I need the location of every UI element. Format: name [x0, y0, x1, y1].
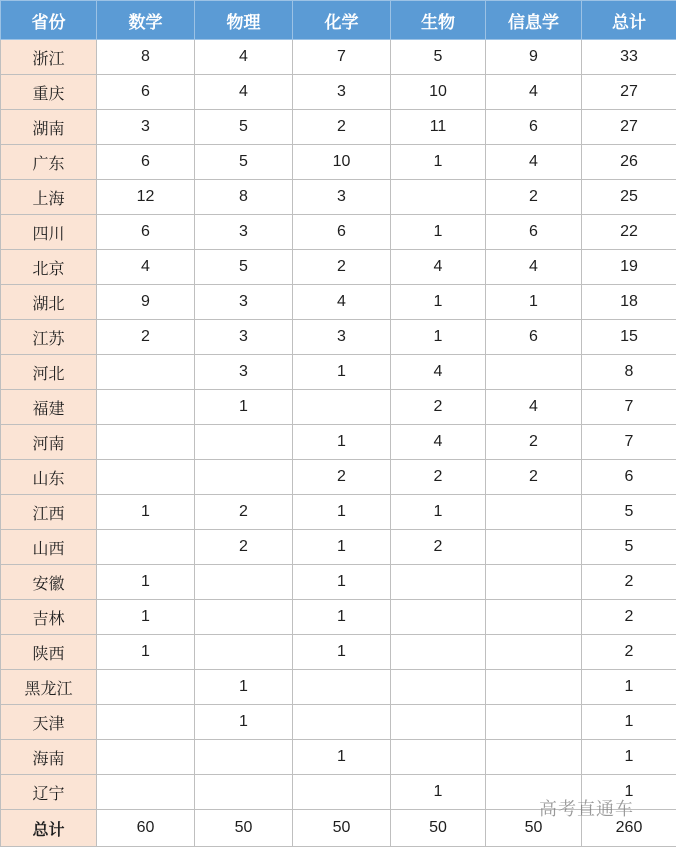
biology-cell: 2 [391, 460, 486, 495]
chemistry-cell: 2 [293, 460, 391, 495]
physics-cell: 4 [195, 75, 293, 110]
table-body [1, 40, 676, 810]
math-cell: 6 [97, 145, 195, 180]
informatics-cell [486, 495, 582, 530]
math-cell: 8 [97, 40, 195, 75]
chemistry-cell: 1 [293, 565, 391, 600]
informatics-cell [486, 565, 582, 600]
math-cell [97, 530, 195, 565]
table-row [1, 110, 676, 145]
math-cell [97, 775, 195, 810]
math-cell [97, 670, 195, 705]
informatics-cell [486, 705, 582, 740]
physics-cell [195, 635, 293, 670]
province-cell: 福建 [1, 390, 97, 425]
biology-cell: 1 [391, 320, 486, 355]
physics-cell: 3 [195, 285, 293, 320]
informatics-cell: 4 [486, 390, 582, 425]
table-row [1, 215, 676, 250]
header-chemistry: 化学 [293, 1, 391, 40]
total-cell: 5 [582, 530, 676, 565]
total-cell: 5 [582, 495, 676, 530]
biology-cell: 4 [391, 425, 486, 460]
physics-cell: 3 [195, 355, 293, 390]
chemistry-cell: 3 [293, 320, 391, 355]
math-cell: 2 [97, 320, 195, 355]
header-row [1, 1, 676, 40]
table-row [1, 355, 676, 390]
math-cell [97, 355, 195, 390]
total-cell: 1 [582, 705, 676, 740]
biology-cell: 1 [391, 495, 486, 530]
biology-cell [391, 600, 486, 635]
math-cell [97, 460, 195, 495]
informatics-cell [486, 670, 582, 705]
total-informatics: 50 [486, 810, 582, 847]
math-cell: 12 [97, 180, 195, 215]
informatics-cell: 4 [486, 75, 582, 110]
total-biology: 50 [391, 810, 486, 847]
total-cell: 18 [582, 285, 676, 320]
chemistry-cell: 3 [293, 75, 391, 110]
chemistry-cell: 2 [293, 110, 391, 145]
table-row [1, 320, 676, 355]
table-row [1, 495, 676, 530]
header-province: 省份 [1, 1, 97, 40]
informatics-cell: 9 [486, 40, 582, 75]
header-math: 数学 [97, 1, 195, 40]
physics-cell: 1 [195, 390, 293, 425]
province-cell: 河南 [1, 425, 97, 460]
header-informatics: 信息学 [486, 1, 582, 40]
chemistry-cell: 6 [293, 215, 391, 250]
chemistry-cell [293, 705, 391, 740]
table-row [1, 390, 676, 425]
total-cell: 1 [582, 775, 676, 810]
province-cell: 江西 [1, 495, 97, 530]
biology-cell: 2 [391, 530, 486, 565]
informatics-cell: 2 [486, 425, 582, 460]
province-cell: 上海 [1, 180, 97, 215]
biology-cell: 1 [391, 215, 486, 250]
math-cell: 4 [97, 250, 195, 285]
province-cell: 山西 [1, 530, 97, 565]
physics-cell: 5 [195, 110, 293, 145]
math-cell: 1 [97, 565, 195, 600]
physics-cell [195, 460, 293, 495]
biology-cell [391, 670, 486, 705]
province-cell: 北京 [1, 250, 97, 285]
province-cell: 四川 [1, 215, 97, 250]
chemistry-cell [293, 390, 391, 425]
table-row [1, 460, 676, 495]
table-row [1, 530, 676, 565]
province-cell: 天津 [1, 705, 97, 740]
province-cell: 陕西 [1, 635, 97, 670]
biology-cell [391, 180, 486, 215]
physics-cell [195, 600, 293, 635]
physics-cell [195, 740, 293, 775]
math-cell: 1 [97, 635, 195, 670]
physics-cell: 2 [195, 530, 293, 565]
physics-cell [195, 775, 293, 810]
chemistry-cell: 1 [293, 425, 391, 460]
math-cell [97, 705, 195, 740]
informatics-cell [486, 355, 582, 390]
total-cell: 25 [582, 180, 676, 215]
math-cell: 1 [97, 600, 195, 635]
chemistry-cell: 3 [293, 180, 391, 215]
table-row [1, 40, 676, 75]
math-cell: 6 [97, 75, 195, 110]
chemistry-cell: 4 [293, 285, 391, 320]
informatics-cell [486, 530, 582, 565]
biology-cell [391, 565, 486, 600]
math-cell: 1 [97, 495, 195, 530]
chemistry-cell: 1 [293, 355, 391, 390]
chemistry-cell: 1 [293, 600, 391, 635]
math-cell [97, 740, 195, 775]
math-cell [97, 425, 195, 460]
total-cell: 15 [582, 320, 676, 355]
total-cell: 7 [582, 390, 676, 425]
chemistry-cell [293, 775, 391, 810]
chemistry-cell: 2 [293, 250, 391, 285]
biology-cell [391, 740, 486, 775]
province-cell: 重庆 [1, 75, 97, 110]
total-cell: 6 [582, 460, 676, 495]
informatics-cell: 4 [486, 250, 582, 285]
province-cell: 浙江 [1, 40, 97, 75]
biology-cell [391, 635, 486, 670]
total-cell: 22 [582, 215, 676, 250]
province-cell: 湖南 [1, 110, 97, 145]
informatics-cell: 6 [486, 110, 582, 145]
physics-cell: 2 [195, 495, 293, 530]
total-physics: 50 [195, 810, 293, 847]
physics-cell [195, 565, 293, 600]
total-cell: 2 [582, 635, 676, 670]
biology-cell: 4 [391, 355, 486, 390]
total-cell: 19 [582, 250, 676, 285]
biology-cell: 2 [391, 390, 486, 425]
informatics-cell: 4 [486, 145, 582, 180]
province-cell: 山东 [1, 460, 97, 495]
province-cell: 辽宁 [1, 775, 97, 810]
total-cell: 33 [582, 40, 676, 75]
physics-cell: 1 [195, 705, 293, 740]
math-cell: 6 [97, 215, 195, 250]
total-cell: 7 [582, 425, 676, 460]
total-sum: 260 [582, 810, 676, 847]
province-cell: 安徽 [1, 565, 97, 600]
biology-cell [391, 705, 486, 740]
province-cell: 海南 [1, 740, 97, 775]
table-row [1, 75, 676, 110]
informatics-cell: 1 [486, 285, 582, 320]
table-row [1, 705, 676, 740]
math-cell: 3 [97, 110, 195, 145]
province-cell: 河北 [1, 355, 97, 390]
physics-cell: 1 [195, 670, 293, 705]
physics-cell: 4 [195, 40, 293, 75]
math-cell: 9 [97, 285, 195, 320]
total-cell: 2 [582, 600, 676, 635]
physics-cell: 5 [195, 250, 293, 285]
physics-cell [195, 425, 293, 460]
chemistry-cell: 10 [293, 145, 391, 180]
physics-cell: 3 [195, 215, 293, 250]
watermark: 高考直通车 [539, 795, 634, 821]
informatics-cell: 6 [486, 215, 582, 250]
physics-cell: 8 [195, 180, 293, 215]
province-cell: 广东 [1, 145, 97, 180]
province-cell: 吉林 [1, 600, 97, 635]
chemistry-cell: 1 [293, 495, 391, 530]
biology-cell: 1 [391, 775, 486, 810]
biology-cell: 10 [391, 75, 486, 110]
total-chemistry: 50 [293, 810, 391, 847]
total-cell: 26 [582, 145, 676, 180]
chemistry-cell: 1 [293, 740, 391, 775]
chemistry-cell: 1 [293, 530, 391, 565]
biology-cell: 11 [391, 110, 486, 145]
informatics-cell: 6 [486, 320, 582, 355]
chemistry-cell [293, 670, 391, 705]
total-cell: 1 [582, 670, 676, 705]
informatics-cell [486, 635, 582, 670]
physics-cell: 3 [195, 320, 293, 355]
math-cell [97, 390, 195, 425]
biology-cell: 4 [391, 250, 486, 285]
table-row [1, 285, 676, 320]
header-biology: 生物 [391, 1, 486, 40]
total-cell: 8 [582, 355, 676, 390]
total-cell: 2 [582, 565, 676, 600]
biology-cell: 1 [391, 145, 486, 180]
informatics-cell [486, 600, 582, 635]
province-cell: 黑龙江 [1, 670, 97, 705]
table-row [1, 145, 676, 180]
header-physics: 物理 [195, 1, 293, 40]
table-row [1, 635, 676, 670]
province-cell: 湖北 [1, 285, 97, 320]
biology-cell: 1 [391, 285, 486, 320]
table-row [1, 670, 676, 705]
header-total: 总计 [582, 1, 676, 40]
table-row [1, 250, 676, 285]
total-cell: 27 [582, 75, 676, 110]
physics-cell: 5 [195, 145, 293, 180]
table-row [1, 565, 676, 600]
total-label: 总计 [1, 810, 97, 847]
total-math: 60 [97, 810, 195, 847]
table-row [1, 600, 676, 635]
table-row [1, 425, 676, 460]
informatics-cell: 2 [486, 460, 582, 495]
total-cell: 1 [582, 740, 676, 775]
table-row [1, 740, 676, 775]
province-cell: 江苏 [1, 320, 97, 355]
informatics-cell: 2 [486, 180, 582, 215]
total-cell: 27 [582, 110, 676, 145]
informatics-cell [486, 740, 582, 775]
chemistry-cell: 7 [293, 40, 391, 75]
biology-cell: 5 [391, 40, 486, 75]
chemistry-cell: 1 [293, 635, 391, 670]
table-row [1, 180, 676, 215]
